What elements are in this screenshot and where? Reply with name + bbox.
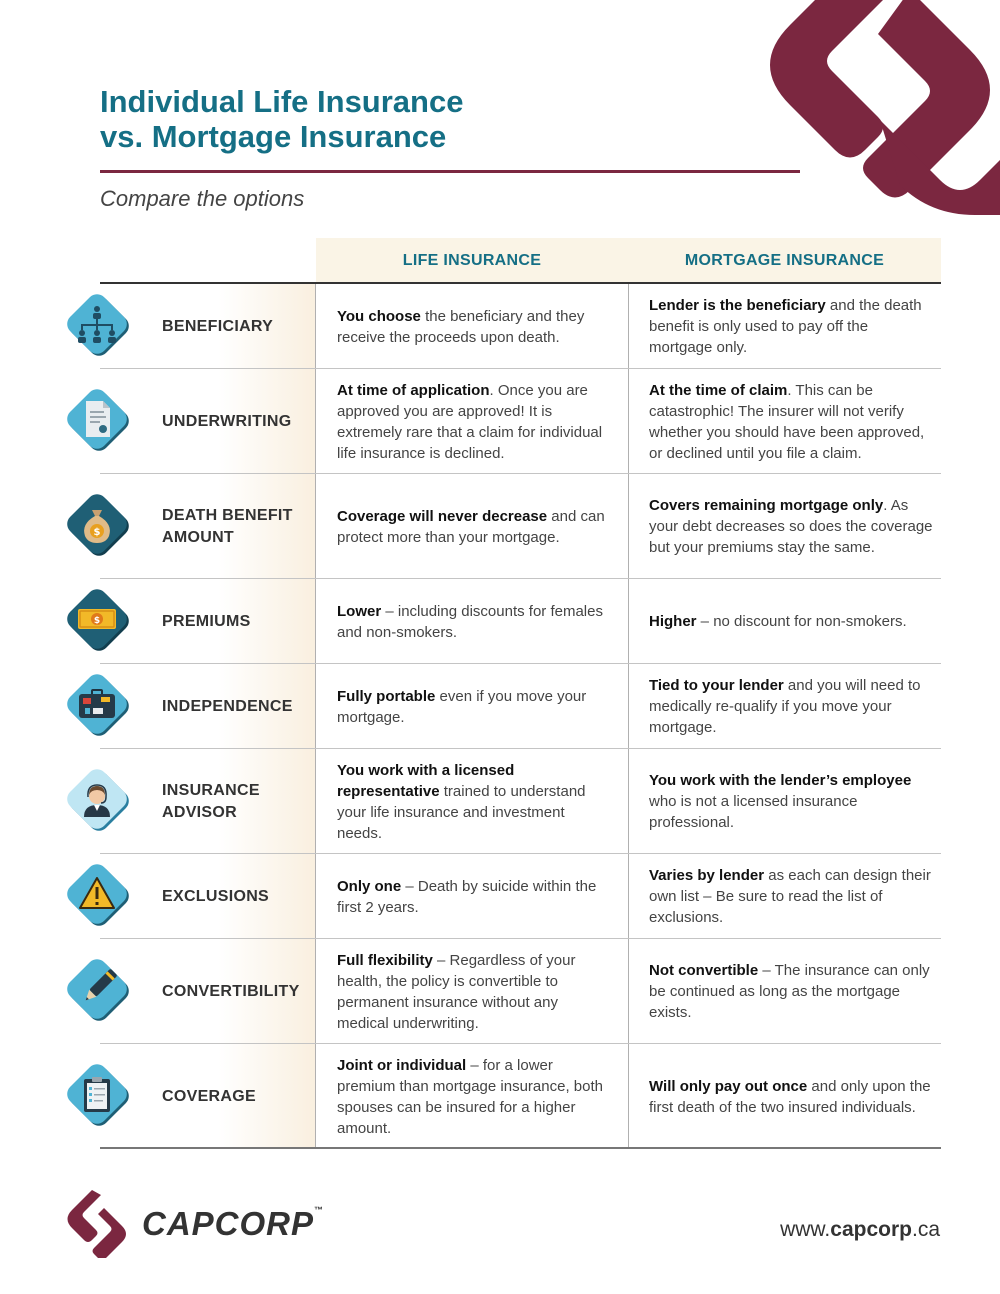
life-text: – for a lower premium than mortgage insurance, both spouses can be insured for a higher amount.	[337, 1056, 603, 1137]
life-text: even if you move your mortgage.	[337, 687, 587, 726]
mortgage-text: as each can design their own list – Be sure to read the list of exclusions.	[649, 867, 931, 926]
title-line-1: Individual Life Insurance	[100, 84, 464, 119]
mortgage-bold: Covers remaining mortgage only	[649, 497, 884, 514]
life-text: – Regardless of your health, the policy is convertible to permanent insurance without any medical underwriting.	[337, 951, 576, 1032]
table-row-coverage	[0, 1044, 941, 1149]
life-bold: Lower	[337, 602, 382, 620]
table-bottom-rule	[100, 1147, 941, 1149]
title-line-2: vs. Mortgage Insurance	[100, 119, 447, 154]
mortgage-text: . This can be catastrophic! The insurer will not verify whether you should have been approved, or declined until you file a claim.	[649, 381, 925, 462]
mortgage-text: . As your debt decreases so does the coverage but your premiums stay the same.	[649, 497, 933, 556]
mortgage-cell-underwriting	[649, 369, 934, 474]
mortgage-text: who is not a licensed insurance professional.	[649, 793, 858, 831]
mortgage-bold: Varies by lender	[649, 867, 765, 884]
capcorp-logo-icon	[66, 1190, 130, 1258]
footer-brand-wordmark	[142, 1205, 323, 1243]
life-cell-convertibility	[337, 939, 612, 1044]
mortgage-bold: Not convertible	[649, 962, 759, 979]
mortgage-cell-advisor	[649, 749, 934, 854]
url-brand: capcorp	[830, 1218, 912, 1241]
life-text: – Death by suicide within the first 2 years.	[337, 877, 597, 916]
svg-text:$: $	[93, 527, 101, 538]
money-bag-icon	[57, 484, 141, 568]
column-header-mortgage: MORTGAGE INSURANCE	[684, 252, 885, 269]
mortgage-bold: Will only pay out once	[649, 1077, 808, 1095]
life-cell-underwriting	[337, 369, 612, 474]
life-cell-premiums	[337, 579, 612, 664]
life-bold: At time of application	[337, 381, 490, 399]
mortgage-cell-independence	[649, 664, 934, 749]
title-divider	[100, 170, 800, 173]
row-label-advisor: INSURANCE ADVISOR	[162, 781, 260, 821]
url-prefix: www.	[780, 1218, 831, 1241]
url-suffix: .ca	[911, 1218, 940, 1241]
row-label-exclusions: EXCLUSIONS	[162, 887, 270, 905]
table-row-beneficiary	[0, 284, 941, 369]
page-title	[100, 84, 463, 154]
svg-text:$: $	[93, 616, 101, 626]
mortgage-cell-exclusions	[649, 854, 934, 939]
mortgage-cell-beneficiary	[649, 284, 934, 369]
table-row-independence	[0, 664, 941, 749]
mortgage-cell-coverage	[649, 1044, 934, 1149]
mortgage-cell-convertibility	[649, 939, 934, 1044]
trademark-symbol: ™	[314, 1205, 324, 1215]
mortgage-bold: You work with the lender’s employee	[649, 772, 912, 789]
life-text: the beneficiary and they receive the proceeds upon death.	[337, 307, 585, 346]
column-header-life: LIFE INSURANCE	[402, 252, 542, 269]
life-text: trained to understand your life insurance and investment needs.	[337, 782, 586, 842]
clipboard-icon	[57, 1054, 141, 1138]
life-bold: Only one	[337, 877, 402, 895]
mortgage-bold: Tied to your lender	[649, 677, 784, 694]
mortgage-bold: At the time of claim	[649, 381, 788, 399]
row-label-premiums: PREMIUMS	[162, 612, 251, 630]
life-bold: Fully portable	[337, 687, 436, 705]
mortgage-text: – no discount for non-smokers.	[696, 613, 907, 630]
life-bold: Coverage will never decrease	[337, 507, 548, 525]
brand-name: CAPCORP	[142, 1205, 315, 1242]
mortgage-cell-premiums	[649, 579, 934, 664]
row-label-beneficiary: BENEFICIARY	[162, 317, 274, 335]
table-row-death-benefit	[0, 474, 941, 579]
life-bold: Joint or individual	[337, 1056, 467, 1074]
footer-website-link[interactable]	[780, 1218, 940, 1242]
mortgage-text: and only upon the first death of the two insured individuals.	[649, 1077, 931, 1116]
life-text: – including discounts for females and non-smokers.	[337, 602, 603, 641]
row-label-death-benefit: DEATH BENEFIT AMOUNT	[162, 506, 293, 546]
table-row-premiums	[0, 579, 941, 664]
mortgage-text: – The insurance can only be continued as long as the mortgage exists.	[649, 962, 930, 1021]
table-row-exclusions	[0, 854, 941, 939]
row-label-underwriting: UNDERWRITING	[162, 412, 292, 430]
document-certificate-icon	[57, 379, 141, 463]
mortgage-bold: Lender is the beneficiary	[649, 297, 826, 314]
pen-icon	[57, 949, 141, 1033]
life-cell-independence	[337, 664, 612, 749]
life-bold: Full flexibility	[337, 951, 433, 969]
life-cell-death-benefit	[337, 474, 612, 579]
table-row-convertibility	[0, 939, 941, 1044]
table-row-underwriting	[0, 369, 941, 474]
table-row-advisor	[0, 749, 941, 854]
life-bold: You work with a licensed representative	[337, 761, 515, 800]
life-cell-exclusions	[337, 854, 612, 939]
mortgage-text: and you will need to medically re-qualify if you move your mortgage.	[649, 677, 921, 736]
life-bold: You choose	[337, 307, 421, 325]
advisor-headset-icon	[57, 759, 141, 843]
mortgage-text: and the death benefit is only used to pay off the mortgage only.	[649, 297, 922, 356]
cash-bill-icon	[57, 579, 141, 663]
life-text: and can protect more than your mortgage.	[337, 507, 605, 546]
mortgage-bold: Higher	[649, 613, 697, 630]
life-text: . Once you are approved you are approved! It is extremely rare that a claim for individual life insurance is declined.	[337, 381, 603, 462]
life-cell-coverage	[337, 1044, 612, 1149]
capcorp-logo-mark-large	[760, 0, 1000, 222]
life-cell-beneficiary	[337, 284, 612, 369]
row-label-convertibility: CONVERTIBILITY	[162, 982, 300, 1000]
warning-triangle-icon	[57, 854, 141, 938]
beneficiary-org-chart-icon	[57, 284, 141, 368]
row-label-independence: INDEPENDENCE	[162, 697, 293, 715]
page-subtitle: Compare the options	[100, 186, 305, 211]
row-label-coverage: COVERAGE	[162, 1087, 256, 1105]
mortgage-cell-death-benefit	[649, 474, 934, 579]
life-cell-advisor	[337, 749, 612, 854]
suitcase-icon	[57, 664, 141, 748]
